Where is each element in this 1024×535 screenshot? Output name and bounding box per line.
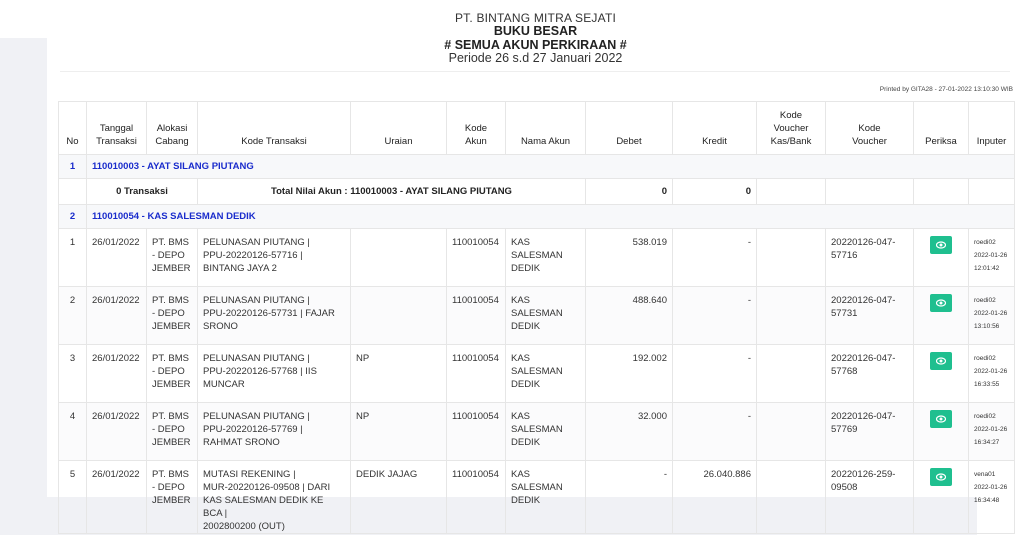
eye-icon — [936, 357, 946, 365]
cell-nama-akun: KAS SALESMAN DEDIK — [506, 287, 586, 345]
cell-no: 4 — [59, 403, 87, 461]
col-uraian: Uraian — [351, 102, 447, 155]
cell-kode-voucher-kas-bank — [757, 345, 826, 403]
cell-kode-transaksi: PELUNASAN PIUTANG | PPU-20220126-57769 | RAHMAT SRONO — [198, 403, 351, 461]
cell-uraian: NP — [351, 403, 447, 461]
table-row — [59, 287, 1015, 345]
report-subtitle: # SEMUA AKUN PERKIRAAN # — [444, 38, 627, 52]
cell-tanggal: 26/01/2022 — [87, 345, 147, 403]
cell-kode-voucher: 20220126-047-57716 — [826, 229, 914, 287]
cell-debet: - — [586, 461, 673, 534]
cell-kode-voucher-kas-bank — [757, 461, 826, 534]
col-kode-akun: Kode Akun — [447, 102, 506, 155]
cell-no: 3 — [59, 345, 87, 403]
cell-kode-akun: 110010054 — [447, 345, 506, 403]
transaction-count: 0 Transaksi — [87, 179, 198, 205]
periksa-button[interactable] — [930, 468, 952, 486]
cell-debet: 32.000 — [586, 403, 673, 461]
cell-kredit: 26.040.886 — [673, 461, 757, 534]
cell-debet: 488.640 — [586, 287, 673, 345]
cell-alokasi: PT. BMS - DEPO JEMBER — [147, 403, 198, 461]
cell-nama-akun: KAS SALESMAN DEDIK — [506, 461, 586, 534]
group-total-row-1 — [59, 179, 1015, 205]
cell-alokasi: PT. BMS - DEPO JEMBER — [147, 461, 198, 534]
eye-icon — [936, 415, 946, 423]
cell-kode-akun: 110010054 — [447, 287, 506, 345]
col-kode-voucher: Kode Voucher — [826, 102, 914, 155]
eye-icon — [936, 299, 946, 307]
report-period: Periode 26 s.d 27 Januari 2022 — [448, 51, 623, 65]
cell-periksa — [914, 461, 969, 534]
cell-kode-transaksi: PELUNASAN PIUTANG | PPU-20220126-57731 | FAJAR SRONO — [198, 287, 351, 345]
cell-kredit: - — [673, 403, 757, 461]
cell-tanggal: 26/01/2022 — [87, 461, 147, 534]
group-number: 1 — [59, 155, 87, 179]
col-debet: Debet — [586, 102, 673, 155]
cell-kode-voucher-kas-bank — [757, 403, 826, 461]
cell-kode-voucher: 20220126-047-57731 — [826, 287, 914, 345]
periksa-button[interactable] — [930, 410, 952, 428]
cell-inputer: roedi02 2022-01-26 16:34:27 — [969, 403, 1015, 461]
cell-inputer: roedi02 2022-01-26 16:33:55 — [969, 345, 1015, 403]
cell-kode-transaksi: PELUNASAN PIUTANG | PPU-20220126-57768 | IIS MUNCAR — [198, 345, 351, 403]
company-name: PT. BINTANG MITRA SEJATI — [454, 11, 617, 25]
total-label: Total Nilai Akun : 110010003 - AYAT SILANG PIUTANG — [198, 179, 586, 205]
table-header-row — [59, 102, 1015, 155]
total-debet: 0 — [586, 179, 673, 205]
col-periksa: Periksa — [914, 102, 969, 155]
cell-kode-transaksi: PELUNASAN PIUTANG | PPU-20220126-57716 | BINTANG JAYA 2 — [198, 229, 351, 287]
col-no: No — [59, 102, 87, 155]
col-tanggal: Tanggal Transaksi — [87, 102, 147, 155]
cell-alokasi: PT. BMS - DEPO JEMBER — [147, 229, 198, 287]
cell-periksa — [914, 229, 969, 287]
cell-kode-akun: 110010054 — [447, 461, 506, 534]
table-row — [59, 345, 1015, 403]
ledger-table — [58, 101, 1015, 534]
col-kode-voucher-kas-bank: Kode Voucher Kas/Bank — [757, 102, 826, 155]
cell-tanggal: 26/01/2022 — [87, 403, 147, 461]
periksa-button[interactable] — [930, 352, 952, 370]
col-kode-transaksi: Kode Transaksi — [198, 102, 351, 155]
col-nama-akun: Nama Akun — [506, 102, 586, 155]
cell-no: 2 — [59, 287, 87, 345]
cell-no: 5 — [59, 461, 87, 534]
cell-kode-transaksi: MUTASI REKENING | MUR-20220126-09508 | DARI KAS SALESMAN DEDIK KE BCA | 2002800200 (OUT) — [198, 461, 351, 534]
table-row — [59, 461, 1015, 534]
cell-kode-akun: 110010054 — [447, 229, 506, 287]
table-row — [59, 229, 1015, 287]
cell-periksa — [914, 403, 969, 461]
eye-icon — [936, 473, 946, 481]
cell-tanggal: 26/01/2022 — [87, 229, 147, 287]
cell-kode-voucher: 20220126-047-57769 — [826, 403, 914, 461]
cell-uraian: DEDIK JAJAG — [351, 461, 447, 534]
cell-nama-akun: KAS SALESMAN DEDIK — [506, 229, 586, 287]
cell-kode-voucher: 20220126-259-09508 — [826, 461, 914, 534]
cell-alokasi: PT. BMS - DEPO JEMBER — [147, 345, 198, 403]
cell-kode-voucher-kas-bank — [757, 287, 826, 345]
cell-kode-voucher: 20220126-047-57768 — [826, 345, 914, 403]
cell-periksa — [914, 287, 969, 345]
periksa-button[interactable] — [930, 236, 952, 254]
group-account-name: 110010003 - AYAT SILANG PIUTANG — [87, 155, 1015, 179]
cell-nama-akun: KAS SALESMAN DEDIK — [506, 345, 586, 403]
cell-no: 1 — [59, 229, 87, 287]
cell-uraian: NP — [351, 345, 447, 403]
eye-icon — [936, 241, 946, 249]
table-row — [59, 403, 1015, 461]
cell-periksa — [914, 345, 969, 403]
cell-debet: 538.019 — [586, 229, 673, 287]
cell-kode-voucher-kas-bank — [757, 229, 826, 287]
report-title: BUKU BESAR — [493, 24, 578, 38]
col-kredit: Kredit — [673, 102, 757, 155]
cell-uraian — [351, 287, 447, 345]
col-inputer: Inputer — [969, 102, 1015, 155]
cell-uraian — [351, 229, 447, 287]
page-background-left — [0, 38, 47, 535]
group-number: 2 — [59, 205, 87, 229]
cell-kredit: - — [673, 229, 757, 287]
total-kredit: 0 — [673, 179, 757, 205]
col-alokasi: Alokasi Cabang — [147, 102, 198, 155]
cell-kredit: - — [673, 287, 757, 345]
group-row-2 — [59, 205, 1015, 229]
group-row-1 — [59, 155, 1015, 179]
cell-inputer: vena01 2022-01-26 16:34:48 — [969, 461, 1015, 534]
periksa-button[interactable] — [930, 294, 952, 312]
header-divider — [60, 71, 1010, 72]
cell-kredit: - — [673, 345, 757, 403]
cell-inputer: roedi02 2022-01-26 13:10:56 — [969, 287, 1015, 345]
group-account-name: 110010054 - KAS SALESMAN DEDIK — [87, 205, 1015, 229]
printed-by: Printed by GITA28 - 27-01-2022 13:10:30 WIB — [879, 86, 1013, 93]
cell-nama-akun: KAS SALESMAN DEDIK — [506, 403, 586, 461]
cell-kode-akun: 110010054 — [447, 403, 506, 461]
cell-debet: 192.002 — [586, 345, 673, 403]
cell-inputer: roedi02 2022-01-26 12:01:42 — [969, 229, 1015, 287]
cell-alokasi: PT. BMS - DEPO JEMBER — [147, 287, 198, 345]
cell-tanggal: 26/01/2022 — [87, 287, 147, 345]
